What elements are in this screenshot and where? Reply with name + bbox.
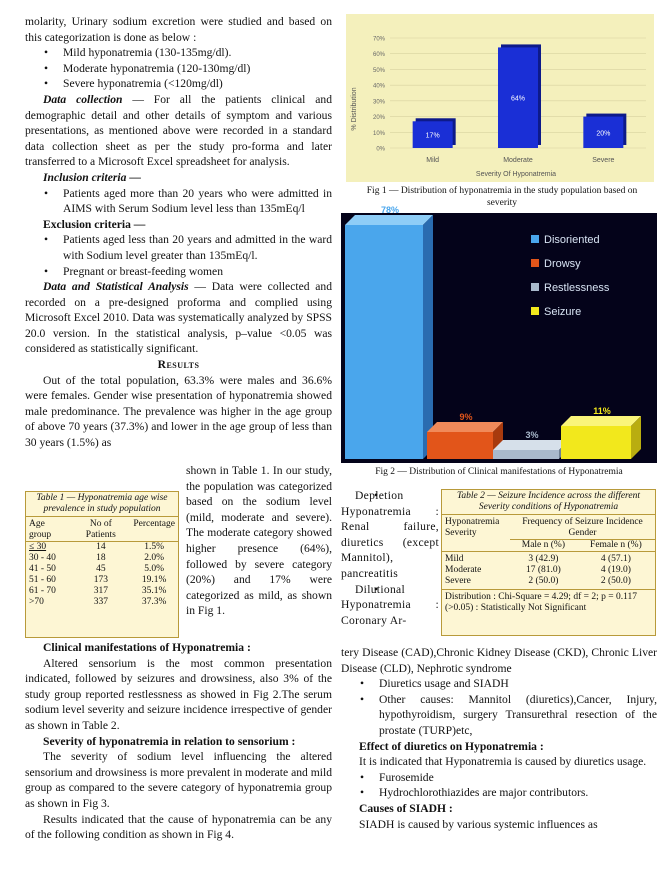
cause-item: • Other causes: Mannitol (diuretics),Cancer, Injury, hypothyroidism, surgery Transurethral resection of the prostate (TURP)etc, [341, 692, 657, 739]
fig-2-legend-label: Disoriented [544, 234, 600, 246]
exclusion-item: • Pregnant or breast-feeding women [25, 264, 332, 280]
fig-2-legend-swatch [531, 307, 539, 315]
clinical-paragraph: Altered sensorium is the most common presentation indicated, followed by seizures and drowsiness, also 3% of the study group reported restlessness as showed in Fig 2.The serum sodium level severity and seizure incidence irrespective of gender as shown in Table 2. [25, 656, 332, 732]
fig-2-bar-top [345, 215, 433, 225]
table-1 [25, 491, 179, 638]
table-2-header: Male n (%) [510, 540, 577, 552]
table-1-grid [26, 517, 178, 608]
clinical-heading: Clinical manifestations of Hyponatremia : [43, 641, 251, 654]
fig-1-chart [346, 14, 654, 182]
fig-2-bar [345, 225, 423, 459]
fig-1-category-label: Moderate [503, 157, 533, 164]
fig-2-data-label: 9% [459, 412, 473, 422]
table-row: >70 337 37.3% [29, 597, 167, 607]
fig-1-data-label: 64% [510, 95, 526, 103]
fig-2-bar [493, 450, 559, 459]
fig-1-category-label: Mild [426, 157, 440, 164]
left-column-lower [25, 640, 332, 843]
fig-2-legend-swatch [531, 235, 539, 243]
fig-1-category-label: Severe [592, 157, 615, 164]
fig-2-bar [561, 426, 631, 459]
fig-1-ytick: 50% [372, 67, 385, 74]
siadh-heading: Causes of SIADH : [359, 801, 453, 815]
dilutional-item: • Dilutional Hyponatremia : Coronary Ar- [341, 582, 439, 629]
fig-1-ytick: 40% [372, 83, 385, 90]
table-2-footer: Distribution : Chi-Square = 4.29; df = 2; p = 0.117 (>0.05) : Statistically Not Significant [445, 592, 637, 613]
data-collection-heading: Data collection [43, 92, 123, 106]
fig-1-ytick: 10% [372, 130, 385, 137]
fig-2-bar-top [561, 416, 641, 426]
cause-item: • Diuretics usage and SIADH [341, 676, 657, 692]
table-row: 61 - 70 317 35.1% [29, 586, 167, 596]
table-1-caption: Table 1 — Hyponatremia age wise prevalence in study population [26, 492, 178, 517]
fig-2-data-label: 3% [525, 430, 539, 440]
fig-2-chart [341, 205, 657, 463]
diuretic-item: • Hydrochlorothiazides are major contributors. [341, 785, 657, 801]
table-2-grid [442, 515, 655, 590]
diuretics-paragraph: It is indicated that Hyponatremia is caused by diuretics usage. [359, 755, 647, 769]
table-1-header: Percentage [133, 519, 175, 529]
table-2 [441, 489, 656, 636]
fig-1-ytick: 60% [372, 52, 385, 59]
fig-1-ytick: 0% [376, 146, 385, 153]
category-item: • Moderate hyponatremia (120-130mg/dl) [25, 61, 332, 77]
fig-2-legend-swatch [531, 259, 539, 267]
table-2-caption: Table 2 — Seizure Incidence across the different Severity conditions of Hyponatremia [442, 490, 655, 515]
table-row: 51 - 60 173 19.1% [29, 575, 167, 585]
fig-2-bar [427, 432, 493, 459]
table-row: Mild 3 (42.9) 4 (57.1) [445, 554, 631, 564]
diuretics-heading: Effect of diuretics on Hyponatremia : [359, 739, 544, 753]
table-2-header: Female n (%) [577, 540, 655, 552]
table-2-header: Frequency of Seizure Incidence Gender [522, 517, 643, 538]
fig-2-bar-side [423, 215, 433, 459]
fig-1-xlabel: Severity Of Hyponatremia [475, 171, 557, 178]
table-2-header: Hyponatremia Severity [445, 517, 500, 538]
dilutional-continued: tery Disease (CAD),Chronic Kidney Disease (CKD), Chronic Liver Disease (CLD), Nephrotic syndrome [341, 646, 657, 675]
table-row: ≤ 30 14 1.5% [29, 542, 165, 552]
depletion-item: • Depletion Hyponatremia : Renal failure, diuretics (except Mannitol), pancreatitis [341, 488, 439, 582]
table-1-header: No of Patients [85, 519, 116, 540]
right-column-lower [341, 645, 657, 832]
severity-heading: Severity of hyponatremia in relation to sensorium : [43, 734, 296, 748]
table-row: 30 - 40 18 2.0% [29, 553, 165, 563]
results-heading: Results [157, 358, 200, 372]
siadh-paragraph: SIADH is caused by various systemic influences as [359, 817, 598, 831]
fig-1-ytick: 20% [372, 115, 385, 122]
table-1-header: Age group [29, 519, 52, 540]
category-item: • Mild hyponatremia (130-135mg/dl). [25, 45, 332, 61]
fig-2-legend-label: Restlessness [544, 282, 610, 294]
results-continued: shown in Table 1. In our study, the population was categorized based on the sodium level (mild, moderate and severe). The moderate category showed higher presence (64%), followed by severe category (20%) and 17% were categorized as mild, as shown in Fig 1. [186, 464, 332, 618]
left-column [25, 14, 332, 451]
fig-2-data-label: 78% [380, 205, 400, 215]
fig-1-caption: Fig 1 — Distribution of hyponatremia in the study population based on severity [366, 186, 638, 208]
intro-paragraph: molarity, Urinary sodium excretion were studied and based on this categorization is done as below : [25, 15, 332, 44]
fig-1-data-label: 20% [596, 130, 611, 138]
results-paragraph: Out of the total population, 63.3% were males and 36.6% were females. Gender wise presentation of hyponatremia showed male predominance. The prevalence was higher in the age group of above 70 years (37.3%) and lower in the age group of less than 30 years (1.5%) as [25, 373, 332, 450]
fig-2-legend-swatch [531, 283, 539, 291]
category-item: • Severe hyponatremia (<120mg/dl) [25, 76, 332, 92]
fig-2-caption: Fig 2 — Distribution of Clinical manifestations of Hyponatremia [375, 467, 623, 477]
data-collection-paragraph: Data collection — For all the patients clinical and demographic detail and other details of symptom and various presentations, as mentioned above were recorded in a standard data collection sheet as per the study pro-forma and later transferred to a Microsoft Excel spreadsheet for analysis. [25, 92, 332, 169]
severity-paragraph: The severity of sodium level influencing the altered sensorium and drowsiness is more prevalent in moderate and mild group as compared to the severe category of hyponatremia group as shown in Fig 3. [25, 750, 332, 810]
fig-1-ytick: 30% [372, 99, 385, 106]
inclusion-item: • Patients aged more than 20 years who were admitted in AIMS with Serum Sodium level less than 135mEq/l [25, 186, 332, 217]
right-column-upper [341, 488, 439, 628]
table-row: Severe 2 (50.0) 2 (50.0) [442, 576, 655, 590]
diuretic-item: • Furosemide [341, 770, 657, 786]
fig-2-data-label: 11% [593, 406, 611, 416]
fig-1-data-label: 17% [425, 132, 440, 140]
fig-1-ylabel: % Distribution [351, 87, 358, 131]
results-end-paragraph: Results indicated that the cause of hyponatremia can be any of the following condition as shown in Fig 4. [25, 812, 332, 842]
inclusion-heading: Inclusion criteria — [43, 170, 141, 184]
exclusion-heading: Exclusion criteria — [43, 217, 146, 231]
fig-2-bar-top [427, 422, 503, 432]
fig-2-legend-label: Seizure [544, 306, 582, 318]
fig-2-bar-top [493, 440, 569, 450]
fig-1-ytick: 70% [372, 36, 385, 43]
exclusion-item: • Patients aged less than 20 years and admitted in the ward with Sodium level greater than 135mEq/l. [25, 232, 332, 263]
stats-heading: Data and Statistical Analysis [43, 280, 189, 294]
table-row: 41 - 50 45 5.0% [29, 564, 165, 574]
fig-2-legend-label: Drowsy [544, 258, 581, 270]
stats-paragraph: Data and Statistical Analysis — Data were collected and recorded on a pre-designed proforma and complied using Microsoft Excel 2010. Data was systematically analyzed by SPSS 20.0 version. In the statistical analysis, p–value <0.05 was considered as statistically significant. [25, 280, 332, 356]
table-row: Moderate 17 (81.0) 4 (19.0) [445, 565, 631, 575]
